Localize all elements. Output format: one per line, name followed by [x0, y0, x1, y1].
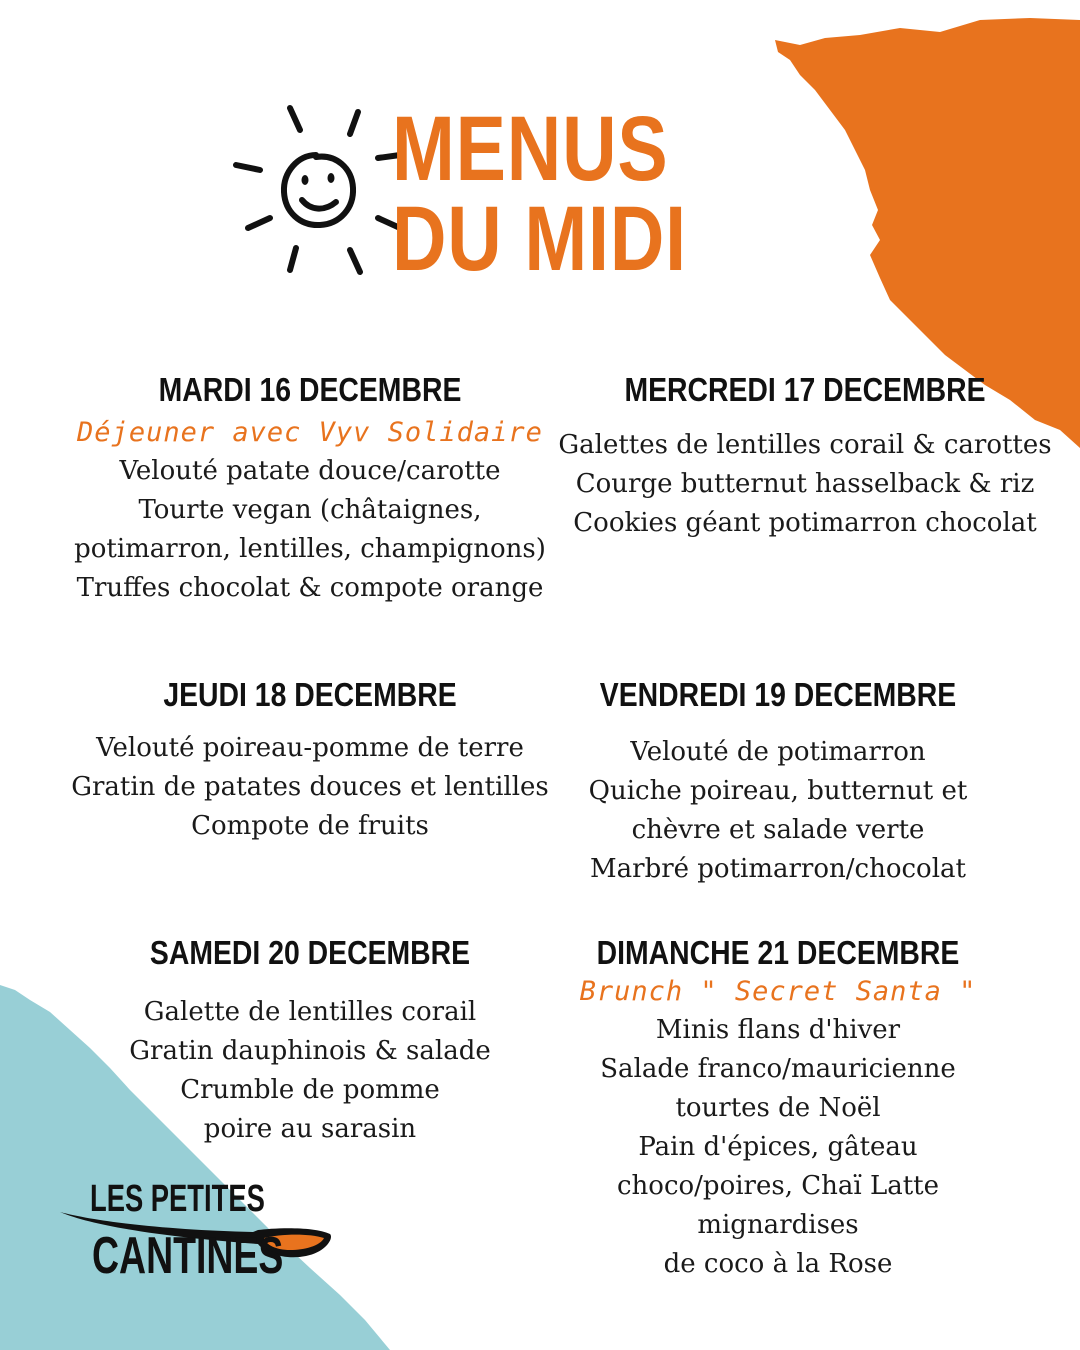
menu-item: Minis flans d'hiver [655, 1015, 901, 1045]
day-thursday [50, 675, 570, 846]
day-saturday [50, 933, 570, 1149]
menu-item: Truffes chocolat & compote orange [76, 573, 544, 603]
menu-item: Crumble de pomme [180, 1075, 440, 1105]
day-title: SAMEDI 20 DECEMBRE [149, 934, 471, 971]
day-title: DIMANCHE 21 DECEMBRE [596, 934, 960, 971]
menu-item: Marbré potimarron/chocolat [590, 854, 966, 884]
menu-item: Velouté patate douce/carotte [119, 456, 501, 486]
menu-item: Velouté de potimarron [630, 737, 926, 767]
menu-item: Compote de fruits [191, 811, 429, 841]
menu-item: Gratin de patates douces et lentilles [71, 772, 549, 802]
menu-item: Galettes de lentilles corail & carottes [558, 430, 1052, 460]
sun-smiley-icon [228, 100, 408, 280]
menu-item: Cookies géant potimarron chocolat [573, 508, 1037, 538]
les-petites-cantines-logo [58, 1178, 338, 1288]
day-title: MARDI 16 DECEMBRE [158, 371, 462, 408]
menu-item: choco/poires, Chaï Latte [616, 1171, 939, 1201]
day-wednesday [545, 370, 1065, 543]
menu-item: Galette de lentilles corail [143, 997, 477, 1027]
menu-item: tourtes de Noël [675, 1093, 881, 1123]
day-sunday [518, 933, 1038, 1284]
day-tuesday [50, 370, 570, 608]
menu-item: potimarron, lentilles, champignons) [74, 534, 546, 564]
day-friday [518, 675, 1038, 889]
menu-item: Pain d'épices, gâteau [638, 1132, 918, 1162]
menu-item: Tourte vegan (châtaignes, [138, 495, 482, 525]
menu-item: Gratin dauphinois & salade [129, 1036, 491, 1066]
logo-line-2: CANTINES [92, 1227, 284, 1285]
day-subtitle: Déjeuner avec Vyv Solidaire [77, 417, 543, 448]
day-title: MERCREDI 17 DECEMBRE [624, 371, 986, 408]
menu-item: Courge butternut hasselback & riz [575, 469, 1035, 499]
menu-item: Velouté poireau-pomme de terre [96, 733, 524, 763]
day-title: VENDREDI 19 DECEMBRE [599, 676, 957, 713]
menu-item: poire au sarasin [203, 1114, 417, 1144]
title-line-1: MENUS [392, 98, 669, 200]
menu-item: chèvre et salade verte [631, 815, 925, 845]
menu-item: mignardises [697, 1210, 859, 1240]
menu-item: Salade franco/mauricienne [600, 1054, 956, 1084]
menu-item: de coco à la Rose [663, 1249, 893, 1279]
logo-line-1: LES PETITES [90, 1178, 265, 1220]
menu-item: Quiche poireau, butternut et [588, 776, 968, 806]
day-title: JEUDI 18 DECEMBRE [163, 676, 457, 713]
day-subtitle: Brunch " Secret Santa " [579, 976, 977, 1007]
title-line-2: DU MIDI [392, 188, 687, 290]
